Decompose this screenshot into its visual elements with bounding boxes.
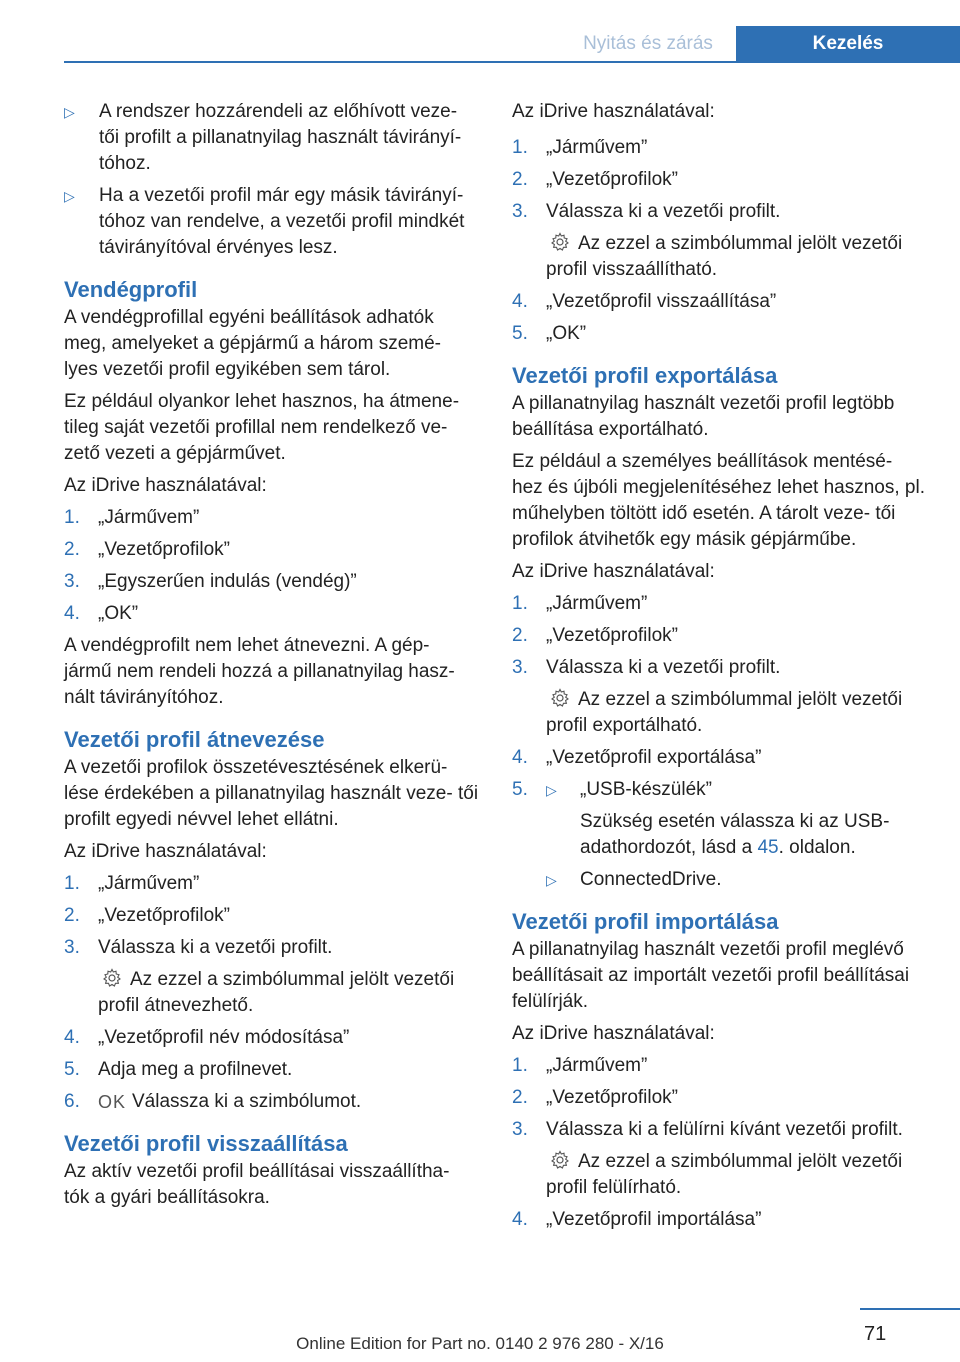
- step-text: Válassza ki a felülírni kívánt vezetői profilt.: [546, 1119, 903, 1140]
- step-text: „OK”: [546, 323, 587, 344]
- step-item: 1. „Járművem”: [512, 591, 928, 617]
- step-note: [512, 687, 928, 739]
- section-heading: Vezetői profil importálása: [512, 909, 779, 934]
- step-item: 4. „OK”: [64, 601, 480, 627]
- paragraph: Az iDrive használatával:: [64, 475, 267, 496]
- step-text: „Járművem”: [546, 137, 648, 158]
- step-text: ConnectedDrive.: [580, 869, 722, 890]
- step-text: Válassza ki a vezetői profilt.: [98, 937, 333, 958]
- section-heading: Vezetői profil visszaállítása: [64, 1131, 348, 1156]
- gear-icon: [550, 1150, 570, 1170]
- paragraph: A vendégprofillal egyéni beállítások adhatók meg, amelyeket a gépjármű a három szemé- lyes vezetői profil egyikében sem tárol.: [64, 307, 441, 380]
- step-text: „Vezetőprofil exportálása”: [546, 747, 762, 768]
- page-link[interactable]: 45: [757, 837, 779, 858]
- step-item: 3. Válassza ki a vezetői profilt.: [512, 655, 928, 681]
- section-heading: Vendégprofil: [64, 277, 198, 302]
- note-text: Az ezzel a szimbólummal jelölt vezetői profil átnevezhető.: [98, 969, 455, 1016]
- step-text: „Vezetőprofilok”: [546, 169, 679, 190]
- header-tab-operation[interactable]: [736, 26, 960, 62]
- step-item: 4. „Vezetőprofil név módosítása”: [64, 1025, 480, 1051]
- bullet-text: Ha a vezetői profil már egy másik távirányí- tóhoz van rendelve, a vezetői profil mindkét távirányítóval érvényes lesz.: [99, 185, 465, 258]
- step-note: [512, 1149, 928, 1201]
- triangle-bullet-icon: ▷: [64, 188, 75, 204]
- section-heading: Vezetői profil exportálása: [512, 363, 778, 388]
- step-note: [64, 967, 480, 1019]
- step-text: „Vezetőprofil visszaállítása”: [546, 291, 777, 312]
- triangle-bullet-icon: ▷: [546, 782, 557, 798]
- step-item: 1. „Járművem”: [64, 505, 480, 531]
- step-item: 1. „Járművem”: [64, 871, 480, 897]
- step-item: 2. „Vezetőprofilok”: [512, 623, 928, 649]
- paragraph: A vezetői profilok összetévesztésének elkerü- lése érdekében a pillanatnyilag használt veze- tői profilt egyedi névvel lehet ellátni.: [64, 757, 479, 830]
- step-item: 5. Adja meg a profilnevet.: [64, 1057, 480, 1083]
- paragraph: A vendégprofilt nem lehet átnevezni. A gép- jármű nem rendeli hozzá a pillanatnyilag hasz- nált távirányítóhoz.: [64, 635, 455, 708]
- note-text: . oldalon.: [778, 837, 856, 858]
- note-text: Szükség esetén válassza ki az USB- adathordozót, lásd a: [580, 811, 890, 858]
- header-rule: [64, 61, 960, 63]
- ok-symbol-icon: OK: [98, 1092, 127, 1112]
- step-item: 3. Válassza ki a vezetői profilt.: [512, 199, 928, 225]
- step-item: 1. „Járművem”: [512, 135, 928, 161]
- paragraph: Az iDrive használatával:: [64, 841, 267, 862]
- step-item: 1. „Járművem”: [512, 1053, 928, 1079]
- step-text: „Vezetőprofil importálása”: [546, 1209, 762, 1230]
- step-item: 3. „Egyszerűen indulás (vendég)”: [64, 569, 480, 595]
- step-item: 6. OK Válassza ki a szimbólumot.: [64, 1089, 480, 1115]
- step-text: „Vezetőprofilok”: [98, 539, 231, 560]
- paragraph: Ez például olyankor lehet hasznos, ha átmene- tileg saját vezetői profillal nem rendelkező ve- zető vezeti a gépjárművet.: [64, 391, 460, 464]
- step-text: „Vezetőprofil név módosítása”: [98, 1027, 350, 1048]
- step-item: 4. „Vezetőprofil visszaállítása”: [512, 289, 928, 315]
- step-text: „Vezetőprofilok”: [546, 625, 679, 646]
- step-text: „Egyszerűen indulás (vendég)”: [98, 571, 357, 592]
- step-item: 2. „Vezetőprofilok”: [64, 903, 480, 929]
- step-note: [512, 809, 928, 861]
- header-tab-opening-closing[interactable]: [560, 26, 736, 62]
- page-number-rule: [860, 1308, 960, 1310]
- step-item: 4. „Vezetőprofil exportálása”: [512, 745, 928, 771]
- bullet-text: A rendszer hozzárendeli az előhívott veze- tői profilt a pillanatnyilag használt távirányí- tóhoz.: [99, 101, 462, 174]
- paragraph: A pillanatnyilag használt vezetői profil legtöbb beállítása exportálható.: [512, 393, 895, 440]
- note-text: Az ezzel a szimbólummal jelölt vezetői profil visszaállítható.: [546, 233, 903, 280]
- step-text: „Vezetőprofilok”: [98, 905, 231, 926]
- step-text: „Járművem”: [546, 1055, 648, 1076]
- page-number: 71: [864, 1323, 887, 1345]
- step-item: 2. „Vezetőprofilok”: [512, 167, 928, 193]
- footer-edition: Online Edition for Part no. 0140 2 976 280 - X/16: [296, 1334, 664, 1353]
- step-text: „Járművem”: [546, 593, 648, 614]
- note-text: Az ezzel a szimbólummal jelölt vezetői profil exportálható.: [546, 689, 903, 736]
- step-item: 2. „Vezetőprofilok”: [512, 1085, 928, 1111]
- step-text: „Vezetőprofilok”: [546, 1087, 679, 1108]
- step-text: Válassza ki a vezetői profilt.: [546, 201, 781, 222]
- step-note: [512, 231, 928, 283]
- right-column: [512, 99, 928, 1239]
- step-text: „USB-készülék”: [580, 779, 712, 800]
- step-text: Adja meg a profilnevet.: [98, 1059, 293, 1080]
- step-item: 3. Válassza ki a vezetői profilt.: [64, 935, 480, 961]
- triangle-bullet-icon: ▷: [64, 104, 75, 120]
- step-text: „Járművem”: [98, 507, 200, 528]
- paragraph: Az iDrive használatával:: [512, 101, 715, 122]
- step-item: 2. „Vezetőprofilok”: [64, 537, 480, 563]
- note-text: Az ezzel a szimbólummal jelölt vezetői profil felülírható.: [546, 1151, 903, 1198]
- bullet-item: [64, 183, 480, 261]
- step-text: Válassza ki a szimbólumot.: [132, 1091, 362, 1112]
- section-heading: Vezetői profil átnevezése: [64, 727, 325, 752]
- step-item: 5. „OK”: [512, 321, 928, 347]
- step-item: 4. „Vezetőprofil importálása”: [512, 1207, 928, 1233]
- paragraph: Ez például a személyes beállítások mentésé- hez és újbóli megjelenítéséhez lehet hasznos, pl. műhelyben töltött idő esetén. A tárolt veze- tői profilok átvihetők egy másik gépjárműbe.: [512, 451, 925, 550]
- paragraph: Az aktív vezetői profil beállításai visszaállítha- tók a gyári beállításokra.: [64, 1161, 450, 1208]
- step-text: „Járművem”: [98, 873, 200, 894]
- bullet-item: [64, 99, 480, 177]
- triangle-bullet-icon: ▷: [546, 872, 557, 888]
- paragraph: A pillanatnyilag használt vezetői profil meglévő beállításait az importált vezetői profil beállításai felülírják.: [512, 939, 910, 1012]
- gear-icon: [550, 688, 570, 708]
- gear-icon: [102, 968, 122, 988]
- step-text: „OK”: [98, 603, 139, 624]
- step-item: 5. ▷ „USB-készülék”: [512, 777, 928, 803]
- paragraph: Az iDrive használatával:: [512, 561, 715, 582]
- bullet-item: [512, 867, 928, 893]
- step-text: Válassza ki a vezetői profilt.: [546, 657, 781, 678]
- header-tab-label: Kezelés: [812, 33, 884, 54]
- header-tab-label: Nyitás és zárás: [583, 33, 713, 54]
- gear-icon: [550, 232, 570, 252]
- paragraph: Az iDrive használatával:: [512, 1023, 715, 1044]
- step-item: 3. Válassza ki a felülírni kívánt vezetői profilt.: [512, 1117, 928, 1143]
- left-column: [64, 99, 480, 1217]
